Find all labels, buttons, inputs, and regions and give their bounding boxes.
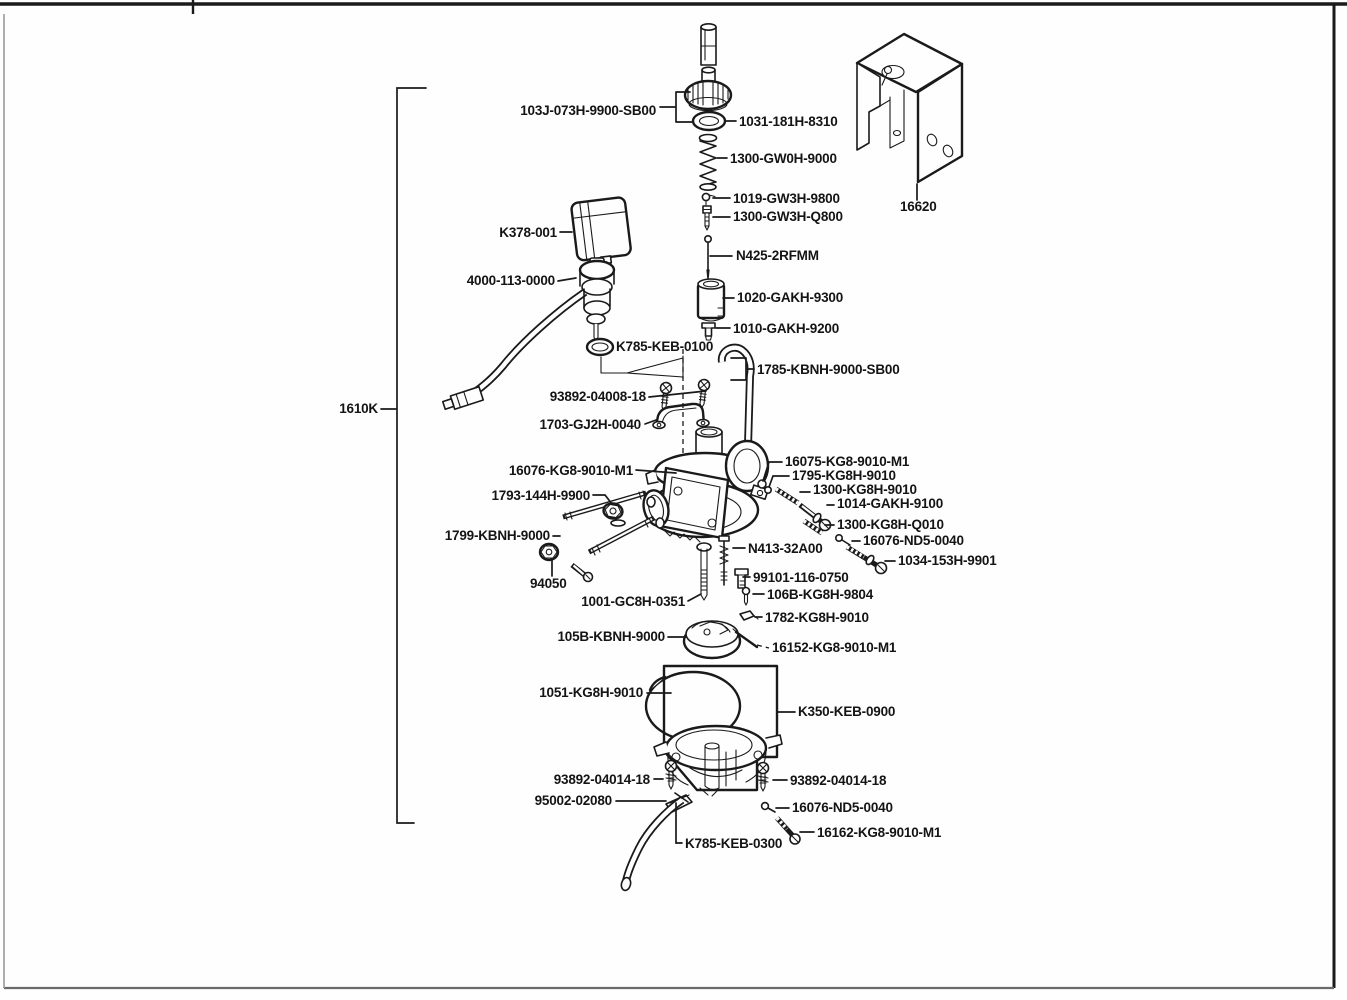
part-label-94050: 94050: [530, 576, 567, 591]
part-label-1020: 1020-GAKH-9300: [737, 290, 844, 305]
part-label-1010: 1010-GAKH-9200: [733, 321, 840, 336]
part-label-k378: K378-001: [499, 225, 557, 240]
part-label-16075: 16075-KG8-9010-M1: [785, 454, 910, 469]
part-cable-bracket-1703-drawing: [653, 404, 709, 429]
part-spring-screw-n413-drawing: [719, 536, 729, 585]
part-label-16076-m1: 16076-KG8-9010-M1: [508, 463, 633, 478]
part-label-1034: 1034-153H-9901: [898, 553, 997, 568]
part-label-93892-04014-right: 93892-04014-18: [790, 773, 887, 788]
part-label-16162: 16162-KG8-9010-M1: [817, 825, 942, 840]
part-label-93892-04008: 93892-04008-18: [549, 389, 646, 404]
assembly-bracket-1610k: [381, 88, 426, 823]
part-throttle-slide-drawing: [698, 279, 724, 321]
part-screw-16076-nd5-upper-drawing: [836, 535, 850, 545]
part-label-1300gw3h-q800: 1300-GW3H-Q800: [733, 209, 843, 224]
part-screw-106b-drawing: [743, 588, 750, 606]
part-clip-1782-drawing: [740, 611, 758, 620]
part-label-1300gw0h: 1300-GW0H-9000: [730, 151, 837, 166]
part-label-16620: 16620: [900, 199, 937, 214]
part-label-105b: 105B-KBNH-9000: [557, 629, 665, 644]
part-mount-bracket-16620-drawing: [857, 34, 962, 182]
part-label-k785-0300: K785-KEB-0300: [685, 836, 783, 851]
part-label-1782: 1782-KG8H-9010: [765, 610, 869, 625]
part-label-99101: 99101-116-0750: [753, 570, 849, 585]
part-label-k785-0100: K785-KEB-0100: [616, 339, 714, 354]
assembly-label-1610k: 1610K: [339, 401, 378, 416]
part-label-1019: 1019-GW3H-9800: [733, 191, 840, 206]
part-cap-oring-drawing: [693, 112, 725, 130]
part-label-1300-kg8h-q010: 1300-KG8H-Q010: [837, 517, 944, 532]
part-top-cap-drawing: [685, 67, 731, 110]
part-label-1785: 1785-KBNH-9000-SB00: [757, 362, 900, 377]
part-label-n425: N425-2RFMM: [736, 248, 819, 263]
part-label-95002: 95002-02080: [534, 793, 612, 808]
part-oring-k785-0100-drawing: [587, 339, 613, 355]
part-label-1793: 1793-144H-9900: [491, 488, 590, 503]
part-screw-1001-drawing: [697, 543, 711, 600]
part-float-105b-drawing: [684, 621, 740, 658]
part-label-n413: N413-32A00: [748, 541, 823, 556]
part-label-4000: 4000-113-0000: [466, 273, 555, 288]
part-label-1799: 1799-KBNH-9000: [444, 528, 550, 543]
part-control-unit-k378-drawing: [571, 197, 632, 267]
part-slide-spring-drawing: [700, 135, 717, 191]
part-label-1703: 1703-GJ2H-0040: [539, 417, 641, 432]
part-label-1051: 1051-KG8H-9010: [539, 685, 643, 700]
part-nut-1793-drawing: [602, 502, 625, 526]
part-label-106b: 106B-KG8H-9804: [767, 587, 874, 602]
part-label-93892-04014-left: 93892-04014-18: [553, 772, 650, 787]
part-label-103j: 103J-073H-9900-SB00: [520, 103, 656, 118]
part-jet-needle-drawing: [705, 236, 711, 278]
part-main-jet-99101-drawing: [735, 569, 748, 588]
part-screw-1034-drawing: [847, 547, 887, 574]
part-needle-jet-drawing: [702, 323, 715, 340]
part-needle-holder-drawing: [703, 206, 711, 230]
part-label-16152: 16152-KG8-9010-M1: [772, 640, 897, 655]
part-label-1014: 1014-GAKH-9100: [837, 496, 944, 511]
part-cable-adjuster-drawing: [701, 24, 716, 65]
part-label-16076-nd5-upper: 16076-ND5-0040: [863, 533, 964, 548]
part-label-k350: K350-KEB-0900: [798, 704, 896, 719]
part-needle-clip-drawing: [702, 193, 715, 205]
part-spring-1300-9010-drawing: [776, 489, 798, 503]
part-label-1031: 1031-181H-8310: [739, 114, 838, 129]
part-label-16076-nd5-lower: 16076-ND5-0040: [792, 800, 893, 815]
part-label-1001: 1001-GC8H-0351: [581, 594, 685, 609]
part-label-1795: 1795-KG8H-9010: [792, 468, 896, 483]
part-label-1300-kg8h-9010: 1300-KG8H-9010: [813, 482, 917, 497]
part-screw-16076-nd5-lower-drawing: [762, 803, 775, 812]
